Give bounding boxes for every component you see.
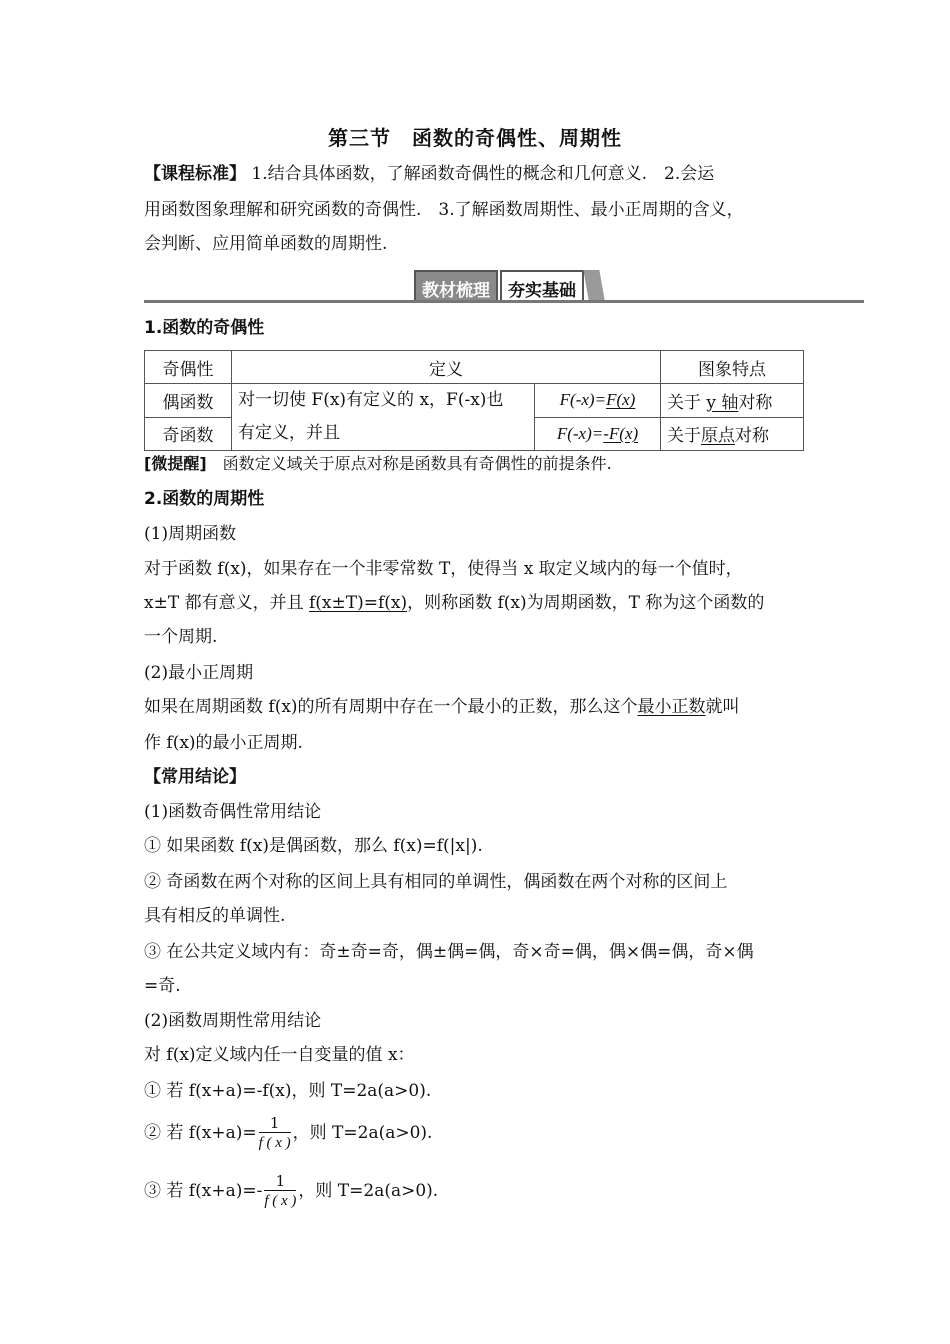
- fraction-3: $\frac{1}{f ( x )}$: [264, 1172, 297, 1209]
- section-2-heading: 2.函数的周期性: [144, 489, 265, 509]
- conclusion-3-line-1: ③ 在公共定义域内有：奇±奇=奇，偶±偶=偶，奇×奇=偶，偶×偶=偶，奇×偶: [144, 942, 754, 962]
- conclusion-period-heading: (2)函数周期性常用结论: [144, 1011, 322, 1031]
- periodic-answer: f(x±T)=f(x): [308, 593, 408, 613]
- periodic-line-3: 一个周期.: [144, 627, 218, 647]
- standard-line-3: 会判断、应用简单函数的周期性.: [144, 234, 388, 254]
- banner-rule: [144, 300, 864, 303]
- banner-tab: [583, 270, 604, 300]
- tip-text: 函数定义域关于原点对称是函数具有奇偶性的前提条件.: [206, 454, 612, 473]
- tip-label: [微提醒]: [144, 454, 207, 473]
- conclusion-2-line-1: ② 奇函数在两个对称的区间上具有相同的单调性，偶函数在两个对称的区间上: [144, 872, 728, 892]
- odd-condition-answer: -F(x): [603, 423, 639, 443]
- tip-line: [144, 447, 612, 481]
- period-intro: 对 f(x)定义域内任一自变量的值 x：: [144, 1045, 415, 1065]
- conclusions-label: 【常用结论】: [144, 767, 246, 787]
- even-name: 偶函数: [145, 384, 232, 418]
- even-graph-answer: y 轴: [706, 392, 739, 413]
- conclusion-3-line-2: =奇.: [144, 976, 181, 996]
- odd-condition: F(-x)=-F(x): [535, 417, 661, 451]
- definition-cell: [232, 384, 535, 451]
- min-period-line-2: 作 f(x)的最小正周期.: [144, 733, 303, 753]
- odd-name: 奇函数: [145, 417, 232, 451]
- standard-line-1: [144, 157, 714, 191]
- conclusion-parity-heading: (1)函数奇偶性常用结论: [144, 802, 322, 822]
- periodic-subheading: (1)周期函数: [144, 524, 237, 544]
- banner-right: 夯实基础: [500, 270, 584, 300]
- conclusion-2-line-2: 具有相反的单调性.: [144, 906, 286, 926]
- even-condition: F(-x)=F(x): [535, 384, 661, 418]
- table-header-row: [145, 351, 804, 384]
- section-banner: [414, 270, 602, 300]
- period-rule-2: ② 若 f(x+a)= $\frac{1}{f ( x )}$ ，则 T=2a(a>0).: [144, 1114, 433, 1151]
- conclusion-1: ① 如果函数 f(x)是偶函数，那么 f(x)=f(|x|).: [144, 836, 483, 856]
- page-title: 第三节 函数的奇偶性、周期性: [328, 126, 622, 150]
- odd-graph: 关于原点对称: [661, 417, 804, 451]
- header-graph: 图象特点: [661, 351, 804, 384]
- period-rule-3: ③ 若 f(x+a)=- $\frac{1}{f ( x )}$ ，则 T=2a(a>0).: [144, 1172, 439, 1209]
- fraction-2: $\frac{1}{f ( x )}$: [258, 1114, 291, 1151]
- even-graph: 关于 y 轴对称: [661, 384, 804, 418]
- even-condition-answer: F(x): [606, 390, 636, 410]
- definition-line-2: 有定义，并且: [238, 423, 340, 443]
- period-rule-1: ① 若 f(x+a)=-f(x)，则 T=2a(a>0).: [144, 1081, 432, 1101]
- banner-left: 教材梳理: [414, 270, 498, 300]
- periodic-line-1: 对于函数 f(x)，如果存在一个非零常数 T，使得当 x 取定义域内的每一个值时，: [144, 559, 743, 579]
- min-period-subheading: (2)最小正周期: [144, 663, 254, 683]
- table-row-even: [145, 384, 804, 418]
- section-1-heading: 1.函数的奇偶性: [144, 318, 265, 338]
- header-definition: 定义: [232, 351, 661, 384]
- standard-label: 【课程标准】: [144, 164, 246, 184]
- header-parity: 奇偶性: [145, 351, 232, 384]
- parity-table: [144, 350, 804, 451]
- min-period-line-1: 如果在周期函数 f(x)的所有周期中存在一个最小的正数，那么这个最小正数就叫: [144, 697, 740, 717]
- standard-text-1: 1.结合具体函数，了解函数奇偶性的概念和几何意义. 2.会运: [251, 164, 715, 184]
- standard-line-2: 用函数图象理解和研究函数的奇偶性. 3.了解函数周期性、最小正周期的含义，: [144, 200, 744, 220]
- definition-line-1: 对一切使 F(x)有定义的 x，F(-x)也: [238, 390, 504, 410]
- odd-graph-answer: 原点: [701, 426, 735, 447]
- periodic-line-2: x±T 都有意义，并且 f(x±T)=f(x)，则称函数 f(x)为周期函数，T 称为这个函数的: [144, 593, 765, 613]
- min-period-answer: 最小正数: [637, 697, 706, 717]
